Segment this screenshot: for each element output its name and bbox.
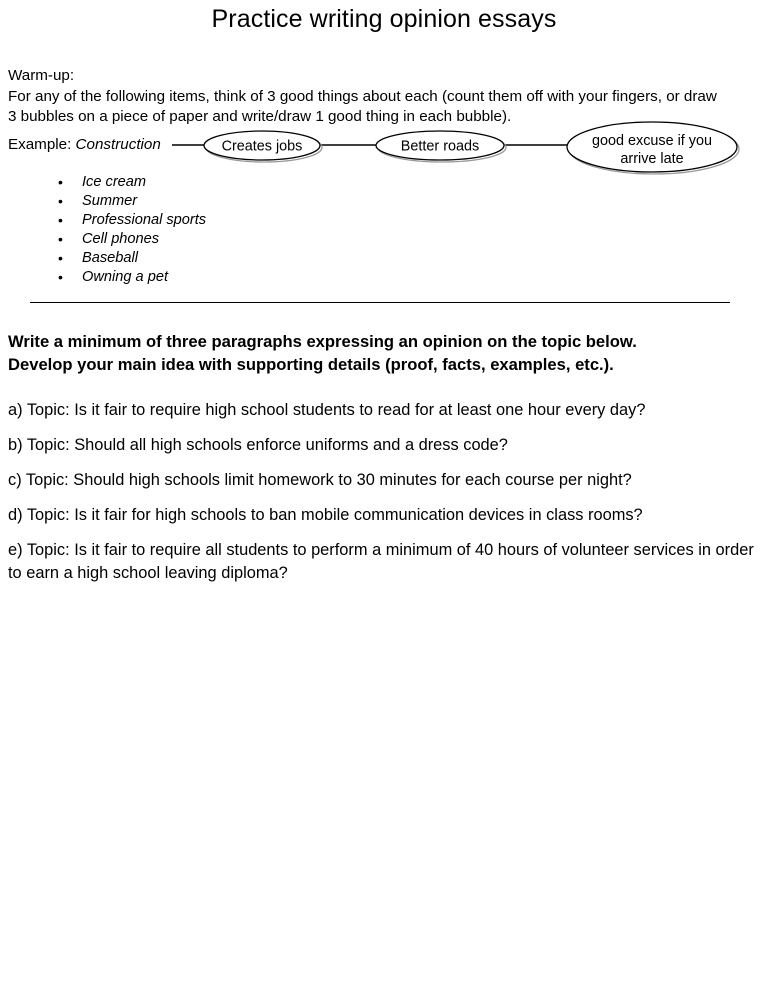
- assignment-instructions-line-2: Develop your main idea with supporting details (proof, facts, examples, etc.).: [8, 354, 614, 374]
- list-item: [0, 249, 400, 268]
- bubble-2-label: Better roads: [400, 138, 480, 155]
- list-item-label: Owning a pet: [82, 269, 168, 285]
- bubble-3-label-line-2: arrive late: [620, 151, 684, 167]
- assignment-instructions: [8, 331, 748, 376]
- bullet-point-icon: •: [58, 193, 63, 209]
- bubble-3-label-line-1: good excuse if you: [591, 133, 713, 149]
- bullet-point-icon: •: [58, 250, 63, 266]
- assignment-instructions-line-1: Write a minimum of three paragraphs expressing an opinion on the topic below.: [8, 332, 637, 351]
- topic-item-d: d) Topic: Is it fair for high schools to ban mobile communication devices in class rooms?: [8, 506, 643, 524]
- bubble-1-label: Creates jobs: [221, 138, 303, 155]
- section-divider: [30, 302, 730, 303]
- warmup-heading: Warm-up:: [8, 67, 75, 84]
- list-item: [0, 211, 400, 230]
- bullet-point-icon: •: [58, 174, 63, 190]
- list-item-label: Summer: [82, 193, 138, 209]
- list-item-label: Baseball: [82, 250, 138, 266]
- topic-item-b: b) Topic: Should all high schools enforce uniforms and a dress code?: [8, 436, 508, 454]
- warmup-instruction-line-1: For any of the following items, think of 3 good things about each (count them off with your fingers, or draw: [8, 87, 717, 105]
- topic-item-a: a) Topic: Is it fair to require high school students to read for at least one hour every day?: [8, 401, 646, 419]
- topic-item-e: e) Topic: Is it fair to require all students to perform a minimum of 40 hours of volunteer services in order to earn a high school leaving diploma?: [8, 541, 754, 582]
- list-item: [0, 192, 400, 211]
- bullet-point-icon: •: [58, 269, 63, 285]
- list-item: [0, 230, 400, 249]
- warmup-item-list: [0, 173, 400, 287]
- example-topic: Construction: [75, 136, 161, 153]
- example-label: Example:: [8, 136, 72, 153]
- page-title: Practice writing opinion essays: [211, 5, 557, 33]
- list-item: [0, 268, 400, 287]
- list-item: [0, 173, 400, 192]
- bullet-point-icon: •: [58, 212, 63, 228]
- topic-item-c: c) Topic: Should high schools limit homework to 30 minutes for each course per night?: [8, 471, 632, 489]
- list-item-label: Ice cream: [82, 174, 147, 190]
- topic-list: [8, 399, 760, 597]
- list-item-label: Cell phones: [82, 231, 160, 247]
- list-item-label: Professional sports: [82, 212, 207, 228]
- warmup-instruction-line-2: 3 bubbles on a piece of paper and write/draw 1 good thing in each bubble).: [8, 108, 512, 125]
- bullet-point-icon: •: [58, 231, 63, 247]
